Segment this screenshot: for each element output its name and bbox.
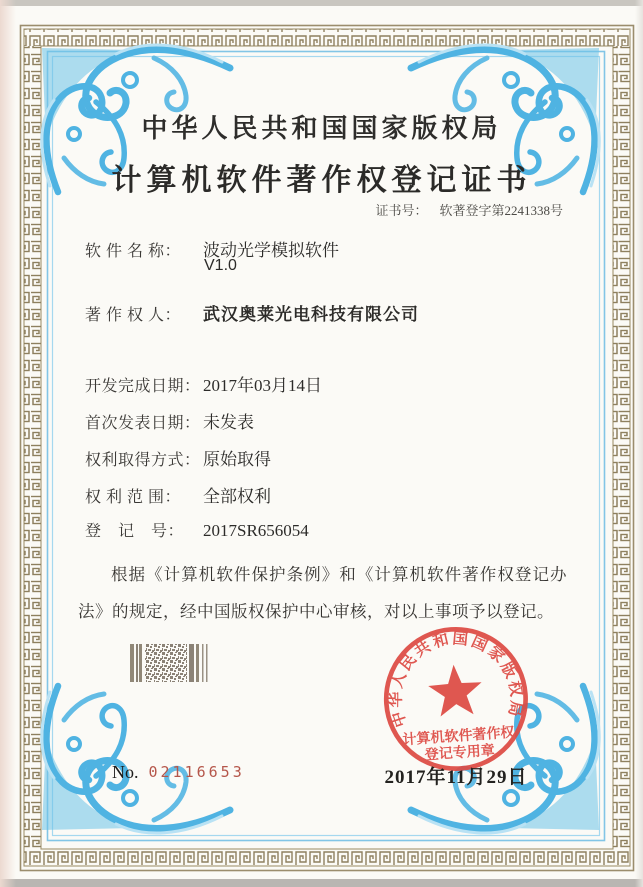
field-value: 2017SR656054 <box>203 521 309 540</box>
barcode <box>130 644 220 682</box>
document-title: 计算机软件著作权登记证书 <box>111 164 532 197</box>
field-dev-complete-date <box>85 371 322 396</box>
field-label: 权利取得方式： <box>85 452 201 469</box>
field-value: 全部权利 <box>203 487 271 506</box>
field-label: 著 作 权 人： <box>85 307 182 324</box>
field-value: 波动光学模拟软件 <box>203 241 339 260</box>
field-label: 开发完成日期： <box>85 378 201 395</box>
certificate-number-label: 证书号： <box>375 203 428 218</box>
seal-inner-line2: 登记专用章 <box>424 742 496 764</box>
field-rights-acquisition <box>85 445 271 470</box>
seal-inner-line1: 计算机软件著作权 <box>402 724 516 749</box>
certificate-number <box>375 200 563 219</box>
scan-edge-right <box>635 0 643 887</box>
field-first-publish-date <box>85 408 254 433</box>
corner-ornament-bottom-left <box>34 678 234 838</box>
field-value: 未发表 <box>203 413 254 432</box>
field-label: 首次发表日期： <box>85 415 201 432</box>
field-value: 原始取得 <box>203 450 271 469</box>
field-label: 权 利 范 围： <box>85 489 182 506</box>
serial-prefix: No. <box>112 762 139 782</box>
registration-statement: 根据《计算机软件保护条例》和《计算机软件著作权登记办法》的规定，经中国版权保护中心审核，对以上事项予以登记。 <box>78 565 567 621</box>
field-copyright-owner <box>85 300 419 325</box>
field-value: 武汉奥莱光电科技有限公司 <box>203 305 419 324</box>
certificate-number-value: 软著登字第2241338号 <box>439 203 563 218</box>
field-rights-scope <box>85 482 271 507</box>
official-seal <box>373 617 540 784</box>
software-version: V1.0 <box>204 257 237 274</box>
field-label: 登 记 号： <box>85 523 185 540</box>
seal-ring-text: 中华人民共和国国家版权局 <box>387 630 525 730</box>
serial-number <box>112 762 245 783</box>
serial-digits: 02116653 <box>148 763 245 781</box>
scan-edge-bottom <box>0 879 643 887</box>
scan-edge-top <box>0 0 643 6</box>
scan-edge-left <box>0 0 16 887</box>
issuer-title: 中华人民共和国国家版权局 <box>141 114 502 143</box>
issue-date: 2017年11月29日 <box>384 767 528 788</box>
field-value: 2017年03月14日 <box>203 376 322 395</box>
seal-star-icon <box>427 663 484 717</box>
field-registration-number <box>85 518 309 541</box>
field-label: 软 件 名 称： <box>85 243 182 260</box>
